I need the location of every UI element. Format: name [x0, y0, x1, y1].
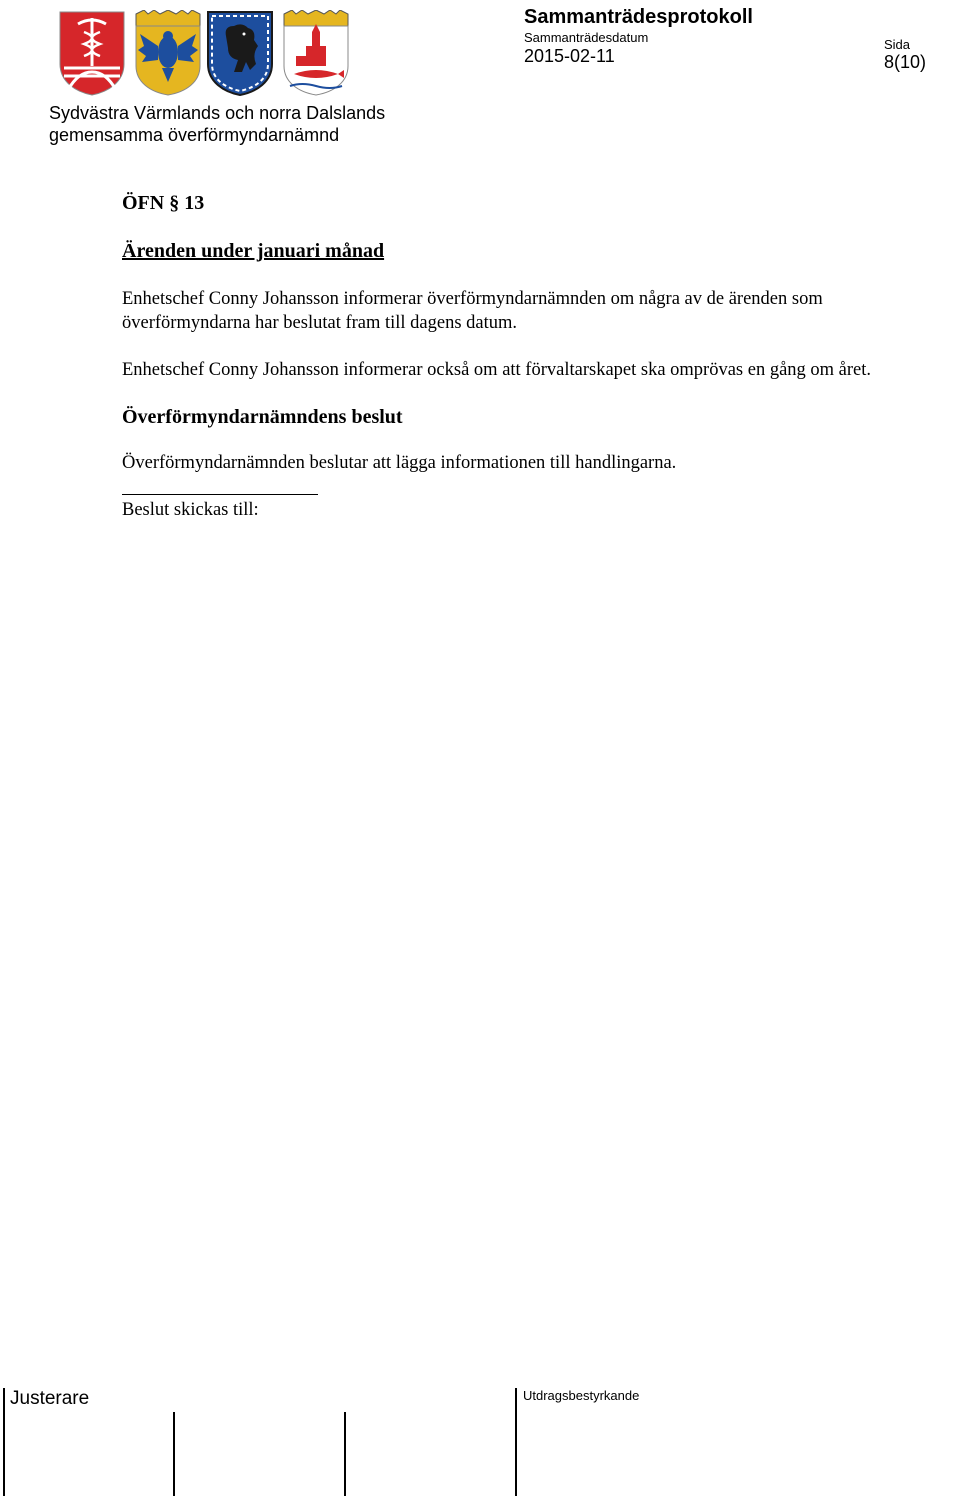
- footer-divider-3: [515, 1388, 517, 1496]
- crest-red-caduceus-icon: [58, 10, 126, 96]
- organization-name-line1: Sydvästra Värmlands och norra Dalslands: [49, 103, 386, 123]
- crest-blue-bear-icon: [206, 10, 274, 96]
- crest-church-fish-icon: [282, 10, 350, 96]
- footer-divider-1: [173, 1412, 175, 1496]
- meeting-date-label: Sammanträdesdatum: [524, 30, 649, 45]
- paragraph-information: Enhetschef Conny Johansson informerar överförmyndarnämnden om några av de ärenden som överförmyndarna har beslutat fram till dagens datum.: [122, 289, 823, 333]
- section-number: ÖFN § 13: [122, 192, 205, 214]
- decision-text: Överförmyndarnämnden beslutar att lägga informationen till handlingarna.: [122, 453, 677, 473]
- item-heading: Ärenden under januari månad: [122, 240, 385, 262]
- meeting-date-value: 2015-02-11: [524, 46, 615, 66]
- utdragsbestyrkande-label: Utdragsbestyrkande: [523, 1388, 640, 1403]
- justerare-label: Justerare: [10, 1388, 90, 1409]
- crest-gold-eagle-icon: [134, 10, 202, 96]
- document-title: Sammanträdesprotokoll: [524, 6, 753, 28]
- municipality-crests: [58, 10, 350, 96]
- decision-heading: Överförmyndarnämndens beslut: [122, 406, 403, 428]
- footer-divider-2: [344, 1412, 346, 1496]
- divider-rule: [122, 494, 318, 495]
- paragraph-review: Enhetschef Conny Johansson informerar också om att förvaltarskapet ska omprövas en gång om året.: [122, 360, 872, 380]
- footer-border-left: [3, 1388, 5, 1496]
- decision-recipients-label: Beslut skickas till:: [122, 500, 259, 520]
- page-number: 8(10): [884, 52, 927, 72]
- organization-name-line2: gemensamma överförmyndarnämnd: [49, 125, 340, 145]
- page-label: Sida: [884, 37, 911, 52]
